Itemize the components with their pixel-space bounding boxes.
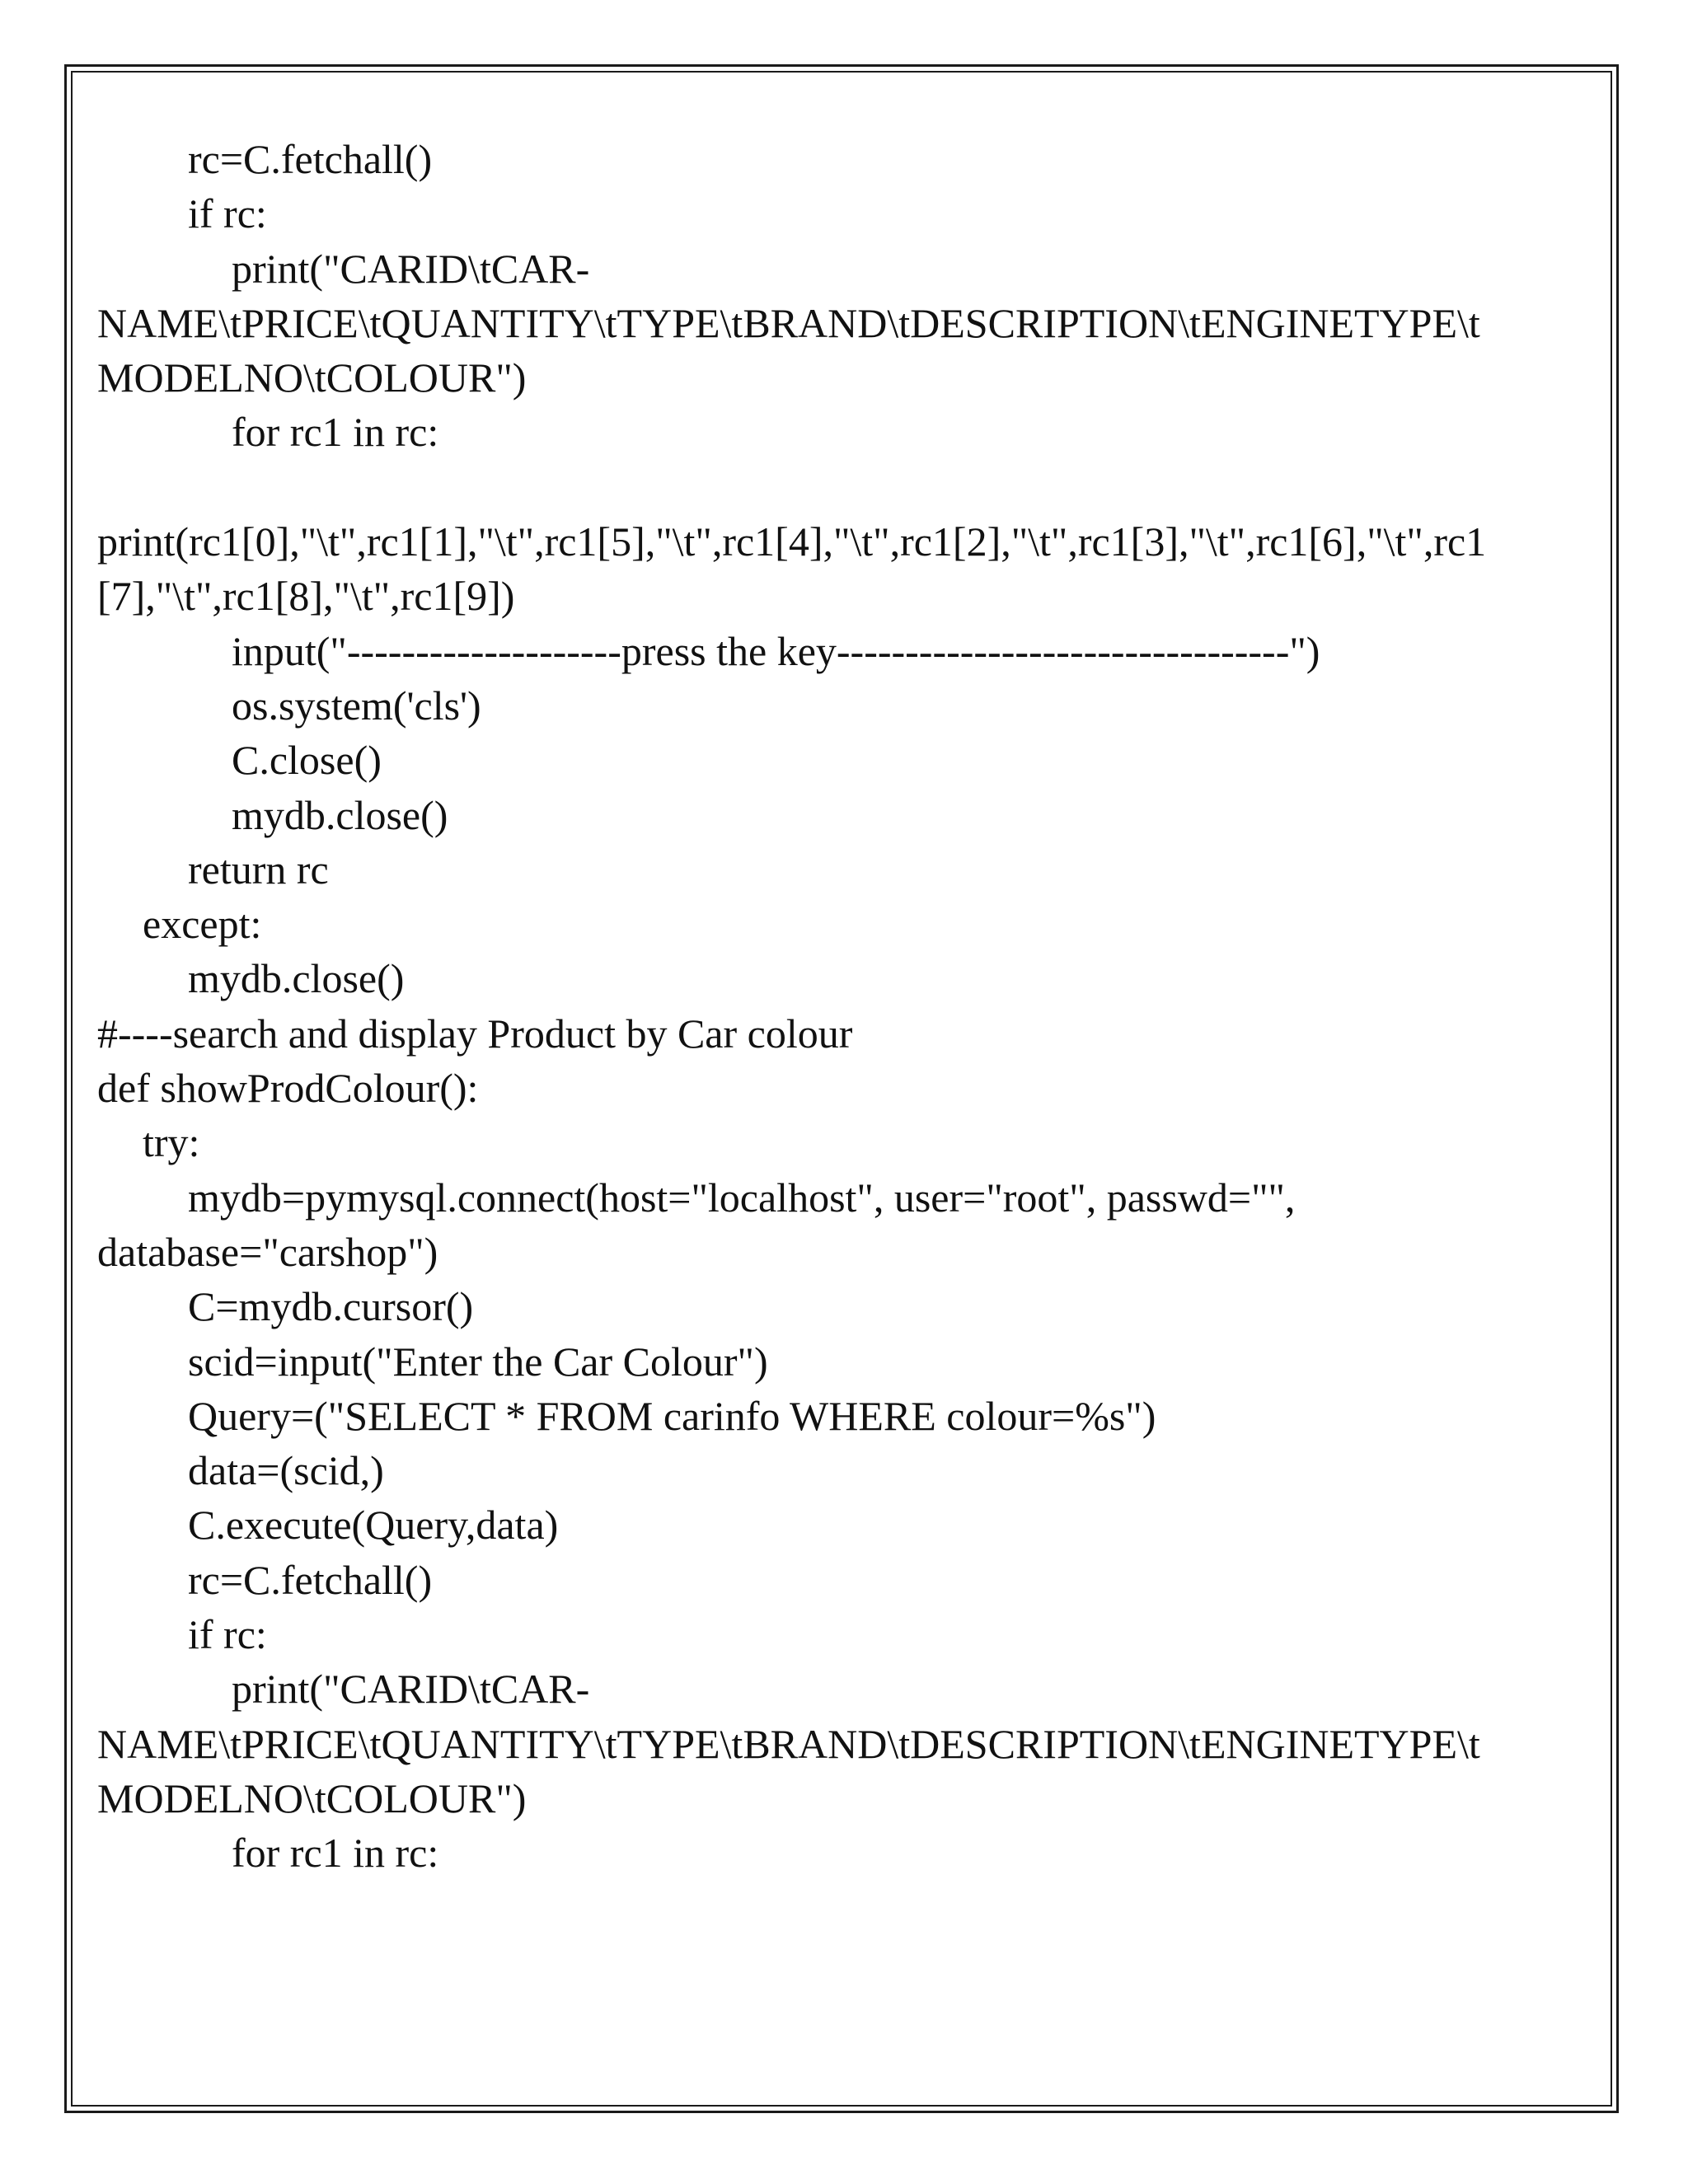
code-line: MODELNO\tCOLOUR") (97, 354, 527, 401)
code-line: return rc (188, 846, 329, 893)
code-line: C.close() (232, 737, 382, 784)
code-line: if rc: (188, 190, 267, 237)
code-line: for rc1 in rc: (232, 409, 439, 456)
code-line: NAME\tPRICE\tQUANTITY\tTYPE\tBRAND\tDESCRIPTION\tENGINETYPE\t (97, 299, 1480, 346)
code-line: MODELNO\tCOLOUR") (97, 1774, 527, 1821)
code-line: print(rc1[0],"\t",rc1[1],"\t",rc1[5],"\t",rc1[4],"\t",rc1[2],"\t",rc1[3],"\t",rc1[6],"\t",rc1 (97, 518, 1487, 565)
code-line: NAME\tPRICE\tQUANTITY\tTYPE\tBRAND\tDESCRIPTION\tENGINETYPE\t (97, 1720, 1480, 1767)
code-line: database="carshop") (97, 1228, 438, 1275)
code-line: if rc: (188, 1611, 267, 1658)
code-line: #----search and display Product by Car colour (97, 1010, 853, 1057)
code-line: mydb.close() (188, 955, 405, 1002)
code-line: mydb=pymysql.connect(host="localhost", user="root", passwd="", (188, 1174, 1296, 1221)
code-line: input("--------------------press the key---------------------------------") (232, 627, 1320, 674)
code-line: scid=input("Enter the Car Colour") (188, 1338, 768, 1385)
code-line: except: (143, 901, 262, 948)
code-line: def showProdColour(): (97, 1065, 479, 1112)
code-line: mydb.close() (232, 791, 448, 838)
code-line: try: (143, 1119, 200, 1166)
code-line (97, 460, 1581, 514)
code-line: Query=("SELECT * FROM carinfo WHERE colour=%s") (188, 1392, 1156, 1439)
code-line: for rc1 in rc: (232, 1830, 439, 1877)
code-line: C=mydb.cursor() (188, 1283, 474, 1330)
code-line: rc=C.fetchall() (188, 136, 433, 182)
code-line: print("CARID\tCAR- (232, 1666, 590, 1713)
code-line: [7],"\t",rc1[8],"\t",rc1[9]) (97, 573, 515, 620)
code-line: C.execute(Query,data) (188, 1502, 559, 1549)
code-line: print("CARID\tCAR- (232, 245, 590, 292)
code-line: rc=C.fetchall() (188, 1556, 433, 1603)
code-line: os.system('cls') (232, 682, 481, 729)
code-line: data=(scid,) (188, 1447, 384, 1494)
code-listing (97, 132, 1581, 1881)
